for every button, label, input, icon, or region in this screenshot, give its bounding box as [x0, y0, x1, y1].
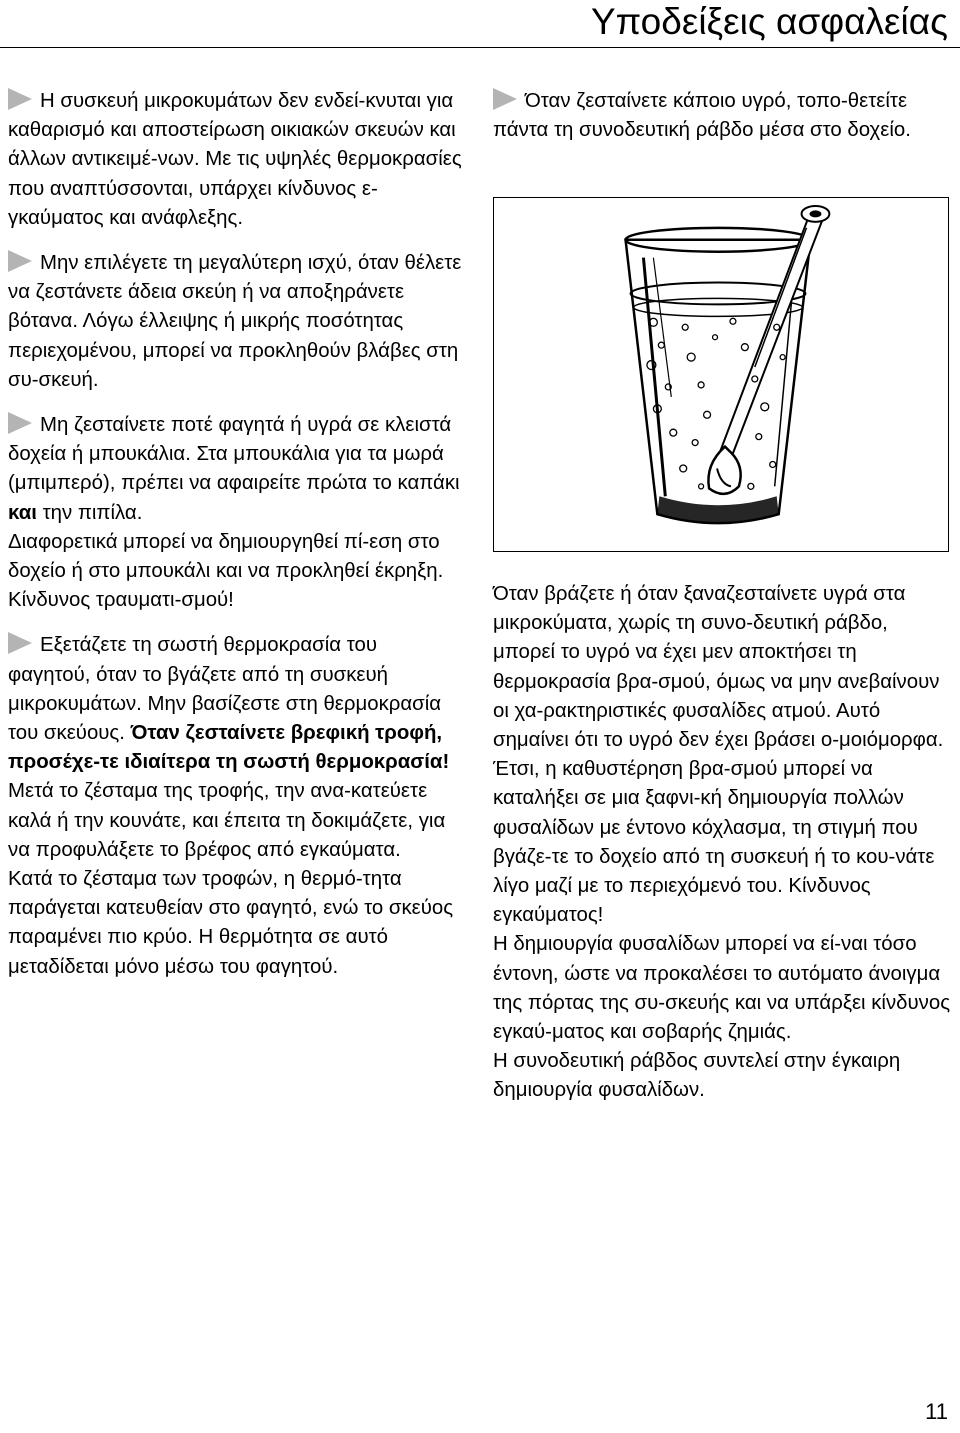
page-number: 11 [925, 1399, 948, 1424]
paragraph: Κατά το ζέσταμα των τροφών, η θερμό-τητα παράγεται κατευθείαν στο φαγητό, ενώ το σκεύος παραμένει πιο κρύο. Η θερμότητα σε αυτό μεταδίδεται μόνο μέσω του φαγητού. [8, 868, 454, 978]
bold-text: Όταν ζεσταίνετε βρεφική τροφή, προσέχε-τε ιδιαίτερα τη σωστή θερμοκρασία! [8, 722, 450, 774]
paragraph: Όταν βράζετε ή όταν ξαναζεσταίνετε υγρά στα μικροκύματα, χωρίς τη συνο-δευτική ράβδο, μπορεί το υγρό να έχει μεν αποκτήσει τη θερμοκρασία βρα-σμού, όμως να μην ανεβαίνουν οι χα-ρακτηριστικές φυσαλίδες ατμού. Αυτό σημαίνει ότι το υγρό δεν έχει βράσει ο-μοιόμορφα. Έτσι, η καθυστέρηση βρα-σμού μπορεί να καταλήξει σε μια ξαφνι-κή δημιουργία πολλών φυσαλίδων με έντονο κόχλασμα, τη στιγμή που βγάζε-τε το δοχείο από τη συσκευή ή το κου-νάτε λίγο μαζί με το περιεχόμενό του. Κίνδυνος εγκαύματος! [493, 583, 944, 927]
figure-glass-rod [493, 197, 949, 552]
bullet-item [8, 87, 463, 233]
right-column-top [493, 87, 953, 145]
bullet-text: Η συσκευή μικροκυμάτων δεν ενδεί-κνυται για καθαρισμό και αποστείρωση οικιακών σκευών και άλλων αντικειμέ-νων. Με τις υψηλές θερμοκρασίες που αναπτύσσονται, υπάρχει κίνδυνος ε-γκαύματος και ανάφλεξης. [8, 90, 462, 229]
bullet-text: Μη ζεσταίνετε ποτέ φαγητά ή υγρά σε κλειστά δοχεία ή μπουκάλια. Στα μπουκάλια για τα μωρά (μπιμπερό), πρέπει να αφαιρείτε πρώτα το καπάκι [8, 414, 460, 495]
paragraph: Μετά το ζέσταμα της τροφής, την ανα-κατεύετε καλά ή την κουνάτε, και έπειτα τη δοκιμάζετε, για να προφυλάξετε το βρέφος από εγκαύματα. [8, 780, 446, 861]
paragraph: Η συνοδευτική ράβδος συντελεί στην έγκαιρη δημιουργία φυσαλίδων. [493, 1050, 901, 1102]
bullet-text: Όταν ζεσταίνετε κάποιο υγρό, τοπο-θετείτε πάντα τη συνοδευτική ράβδο μέσα στο δοχείο. [493, 90, 911, 142]
bullet-item [8, 631, 463, 777]
glass-with-rod-illustration-icon [494, 198, 948, 551]
bullet-triangle-icon [8, 250, 32, 272]
page-title: Υποδείξεις ασφαλείας [590, 1, 948, 42]
bullet-text: την πιπίλα. [42, 501, 143, 524]
bullet-item [8, 249, 463, 395]
right-column-body [493, 580, 953, 1106]
left-column [8, 87, 463, 982]
bullet-item [8, 411, 463, 528]
bold-text: και [8, 501, 37, 524]
bullet-item [493, 87, 953, 145]
paragraph: Η δημιουργία φυσαλίδων μπορεί να εί-ναι τόσο έντονη, ώστε να προκαλέσει το αυτόματο άνοιγμα της πόρτας της συ-σκευής και να υπάρξει κίνδυνος εγκαύ-ματος και σοβαρής ζημιάς. [493, 933, 951, 1044]
bullet-triangle-icon [8, 632, 32, 654]
bullet-text: Μην επιλέγετε τη μεγαλύτερη ισχύ, όταν θέλετε να ζεστάνετε άδεια σκεύη ή να αποξηράνετε βότανα. Λόγω έλλειψης ή μικρής ποσότητας περιεχομένου, μπορεί να προκληθούν βλάβες στη συ-σκευή. [8, 252, 462, 391]
bullet-triangle-icon [8, 412, 32, 434]
bullet-triangle-icon [493, 88, 517, 110]
paragraph: Διαφορετικά μπορεί να δημιουργηθεί πί-εση στο δοχείο ή στο μπουκάλι και να προκληθεί έκρηξη. Κίνδυνος τραυματι-σμού! [8, 530, 444, 612]
bullet-text: Εξετάζετε τη σωστή θερμοκρασία του φαγητού, όταν το βγάζετε από τη συσκευή μικροκυμάτων. Μην βασίζεστε στη θερμοκρασία του σκεύους. [8, 634, 442, 745]
bullet-triangle-icon [8, 88, 32, 110]
header-rule [0, 47, 960, 48]
